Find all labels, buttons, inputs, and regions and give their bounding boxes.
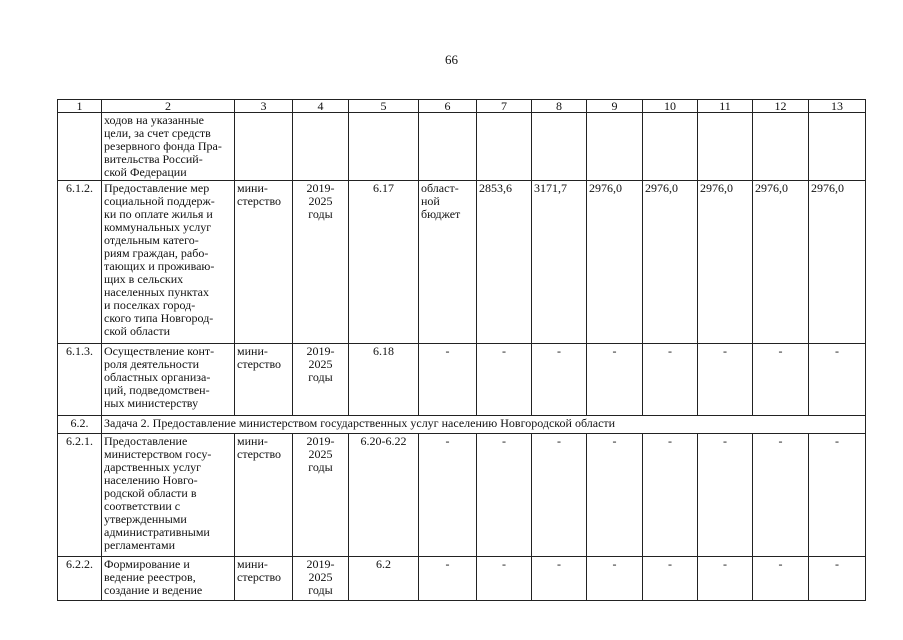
row-executor-text: мини- стерство xyxy=(237,181,282,208)
row-name xyxy=(102,557,235,601)
row-value: 2853,6 xyxy=(477,181,532,344)
row-value: - xyxy=(477,434,532,557)
row-value: - xyxy=(698,344,753,416)
empty-cell xyxy=(235,113,293,181)
column-number-row xyxy=(58,100,866,113)
row-indicator: 6.2 xyxy=(349,557,419,601)
empty-cell xyxy=(532,113,587,181)
empty-cell xyxy=(587,113,643,181)
row-executor-text: мини- стерство xyxy=(237,557,282,584)
row-value: - xyxy=(477,344,532,416)
column-number: 10 xyxy=(643,100,698,113)
row-term xyxy=(293,434,349,557)
row-name-text: ходов на указанные цели, за счет средств резервного фонда Пра- вительства Россий- ской Федерации xyxy=(104,113,222,179)
empty-cell xyxy=(809,113,866,181)
empty-cell xyxy=(753,113,809,181)
row-name xyxy=(102,181,235,344)
column-number: 4 xyxy=(293,100,349,113)
row-term-text: 2019- 2025 годы xyxy=(306,434,335,474)
table-row xyxy=(58,434,866,557)
row-name xyxy=(102,113,235,181)
column-number: 2 xyxy=(102,100,235,113)
column-number: 7 xyxy=(477,100,532,113)
row-executor xyxy=(235,344,293,416)
table-row xyxy=(58,181,866,344)
row-name-text: Предоставление министерством госу- дарственных услуг населению Новго- родской области в соответствии с утвержденными административными регламентами xyxy=(104,434,212,552)
row-value: - xyxy=(587,344,643,416)
empty-cell xyxy=(698,113,753,181)
task-number: 6.2. xyxy=(58,416,102,434)
empty-cell xyxy=(643,113,698,181)
table-row-continuation xyxy=(58,113,866,181)
column-number: 12 xyxy=(753,100,809,113)
column-number: 9 xyxy=(587,100,643,113)
column-number: 13 xyxy=(809,100,866,113)
row-value: - xyxy=(643,344,698,416)
table-row xyxy=(58,557,866,601)
table-row xyxy=(58,344,866,416)
empty-cell xyxy=(419,113,477,181)
row-value: - xyxy=(587,434,643,557)
program-table xyxy=(57,99,866,601)
row-value: - xyxy=(532,557,587,601)
row-value: - xyxy=(753,344,809,416)
row-number: 6.1.2. xyxy=(58,181,102,344)
row-executor-text: мини- стерство xyxy=(237,344,282,371)
row-name-text: Осуществление конт- роля деятельности областных организа- ций, подведомствен- ных министерству xyxy=(104,344,215,410)
column-number: 3 xyxy=(235,100,293,113)
row-value: - xyxy=(532,344,587,416)
row-value: - xyxy=(643,434,698,557)
row-value: - xyxy=(753,557,809,601)
row-name-text: Предоставление мер социальной поддерж- ки по оплате жилья и коммунальных услуг отдельным катего- риям граждан, рабо- тающих и проживаю- щих в сельских населенных пунктах и поселках город- ского типа Новгород- ской области xyxy=(104,181,215,338)
row-executor xyxy=(235,434,293,557)
row-term xyxy=(293,181,349,344)
column-number: 8 xyxy=(532,100,587,113)
empty-cell xyxy=(293,113,349,181)
row-source-text: област- ной бюджет xyxy=(421,181,461,221)
empty-cell xyxy=(477,113,532,181)
row-number: 6.2.2. xyxy=(58,557,102,601)
task-row xyxy=(58,416,866,434)
row-value: 2976,0 xyxy=(809,181,866,344)
row-value: - xyxy=(643,557,698,601)
row-value: - xyxy=(532,434,587,557)
row-term-text: 2019- 2025 годы xyxy=(306,557,335,597)
row-executor xyxy=(235,181,293,344)
row-number: 6.2.1. xyxy=(58,434,102,557)
row-name-text: Формирование и ведение реестров, создание и ведение xyxy=(104,557,203,597)
row-indicator: 6.17 xyxy=(349,181,419,344)
row-value: - xyxy=(753,434,809,557)
task-title: Задача 2. Предоставление министерством государственных услуг населению Новгородской области xyxy=(102,416,866,434)
row-source: - xyxy=(419,434,477,557)
row-number: 6.1.3. xyxy=(58,344,102,416)
row-name xyxy=(102,434,235,557)
column-number: 11 xyxy=(698,100,753,113)
row-value: - xyxy=(698,557,753,601)
row-term-text: 2019- 2025 годы xyxy=(306,344,335,384)
row-value: - xyxy=(809,434,866,557)
row-value: 3171,7 xyxy=(532,181,587,344)
row-name xyxy=(102,344,235,416)
column-number: 1 xyxy=(58,100,102,113)
row-term xyxy=(293,344,349,416)
row-value: - xyxy=(587,557,643,601)
row-value: 2976,0 xyxy=(587,181,643,344)
row-value: - xyxy=(809,557,866,601)
row-value: - xyxy=(477,557,532,601)
column-number: 5 xyxy=(349,100,419,113)
row-value: - xyxy=(809,344,866,416)
row-value: 2976,0 xyxy=(698,181,753,344)
row-number xyxy=(58,113,102,181)
column-number: 6 xyxy=(419,100,477,113)
row-value: 2976,0 xyxy=(753,181,809,344)
row-source: - xyxy=(419,344,477,416)
empty-cell xyxy=(349,113,419,181)
row-executor xyxy=(235,557,293,601)
page-number: 66 xyxy=(445,52,458,67)
row-indicator: 6.18 xyxy=(349,344,419,416)
row-term xyxy=(293,557,349,601)
row-source: - xyxy=(419,557,477,601)
row-source xyxy=(419,181,477,344)
row-term-text: 2019- 2025 годы xyxy=(306,181,335,221)
row-value: 2976,0 xyxy=(643,181,698,344)
row-executor-text: мини- стерство xyxy=(237,434,282,461)
row-indicator: 6.20-6.22 xyxy=(349,434,419,557)
row-value: - xyxy=(698,434,753,557)
